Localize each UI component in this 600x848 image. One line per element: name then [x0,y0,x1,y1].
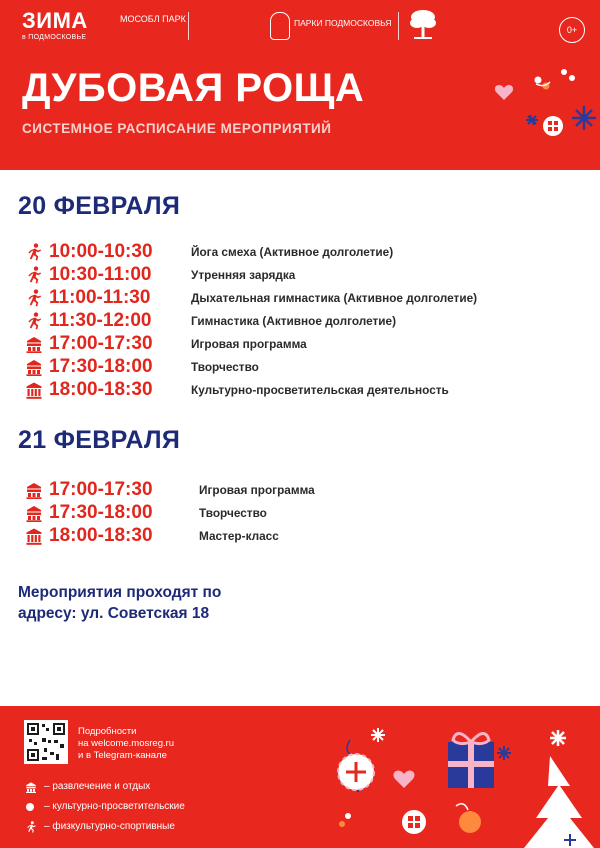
event-time: 17:00-17:30 [49,479,153,500]
entertainment-icon [26,504,42,522]
event-name: Игровая программа [191,337,307,351]
event-time: 17:00-17:30 [49,333,153,354]
header-banner [0,0,600,168]
schedule-row [26,502,267,524]
schedule-row [26,241,393,263]
schedule-panel [0,170,600,706]
legend-label: – культурно-просветительские [44,801,185,812]
logo-divider [398,12,399,40]
legend-label: – развлечение и отдых [44,781,151,792]
event-name: Утренняя зарядка [191,268,296,282]
schedule-row [26,525,279,547]
event-time: 10:00-10:30 [49,241,153,262]
event-name: Творчество [191,360,259,374]
zima-logo-subtitle: в ПОДМОСКОВЬЕ [22,34,87,41]
event-time: 11:30-12:00 [49,310,152,331]
address-line: адресу: ул. Советская 18 [18,605,210,622]
event-name: Йога смеха (Активное долголетие) [191,245,394,259]
day-title: 21 ФЕВРАЛЯ [18,426,181,454]
page-subtitle: СИСТЕМНОЕ РАСПИСАНИЕ МЕРОПРИЯТИЙ [22,121,332,136]
day-title: 20 ФЕВРАЛЯ [18,192,181,220]
event-name: Игровая программа [199,483,315,497]
decorative-ornaments-icon [490,60,600,160]
schedule-row [26,356,259,378]
culture-icon [24,801,38,813]
entertainment-icon [26,481,42,499]
decorative-ornaments-icon [320,706,600,848]
mosobl-park-logo: МОСОБЛ ПАРК [120,14,186,24]
info-link[interactable]: на welcome.mosreg.ru [78,738,175,749]
entertainment-icon [26,358,42,376]
entertainment-icon [26,335,42,353]
event-name: Творчество [199,506,267,520]
footer-banner [0,706,600,848]
address-line: Мероприятия проходят по [18,584,222,601]
event-time: 10:30-11:00 [49,264,152,285]
qr-code-icon[interactable] [24,720,68,764]
info-line: Подробности [78,726,137,737]
page-title: ДУБОВАЯ РОЩА [22,66,365,110]
info-text [78,726,174,762]
event-name: Мастер-класс [199,529,279,543]
sport-icon [26,312,42,330]
culture-icon [26,381,42,399]
legend-label: – физкультурно-спортивные [44,821,175,832]
event-time: 17:30-18:00 [49,502,153,523]
schedule-row [26,287,477,309]
tree-logo-icon [408,8,438,42]
event-time: 18:00-18:30 [49,379,153,400]
entertainment-icon [24,781,38,793]
legend-item [24,820,175,834]
schedule-row [26,264,295,286]
parki-podmoskovya-logo [270,8,400,44]
event-name: Гимнастика (Активное долголетие) [191,314,397,328]
parki-logo-text: ПАРКИ ПОДМОСКОВЬЯ [294,18,392,28]
zima-logo: ЗИМА [22,8,88,33]
sport-icon [26,289,42,307]
legend-item [24,780,150,794]
event-time: 17:30-18:00 [49,356,153,377]
event-time: 11:00-11:30 [49,287,151,308]
event-time: 18:00-18:30 [49,525,153,546]
event-name: Дыхательная гимнастика (Активное долголетие) [191,291,478,305]
schedule-row [26,479,315,501]
logo-divider [188,12,189,40]
schedule-row [26,379,449,401]
event-name: Культурно-просветительская деятельность [191,383,449,397]
schedule-row [26,333,307,355]
parki-emblem-icon [270,12,290,40]
sport-icon [26,243,42,261]
age-rating-badge: 0+ [559,17,585,43]
culture-icon [26,527,42,545]
legend-item [24,800,185,814]
sport-icon [26,266,42,284]
info-line: и в Telegram-канале [78,750,167,761]
sport-icon [24,821,38,833]
schedule-row [26,310,396,332]
event-address [18,582,318,624]
